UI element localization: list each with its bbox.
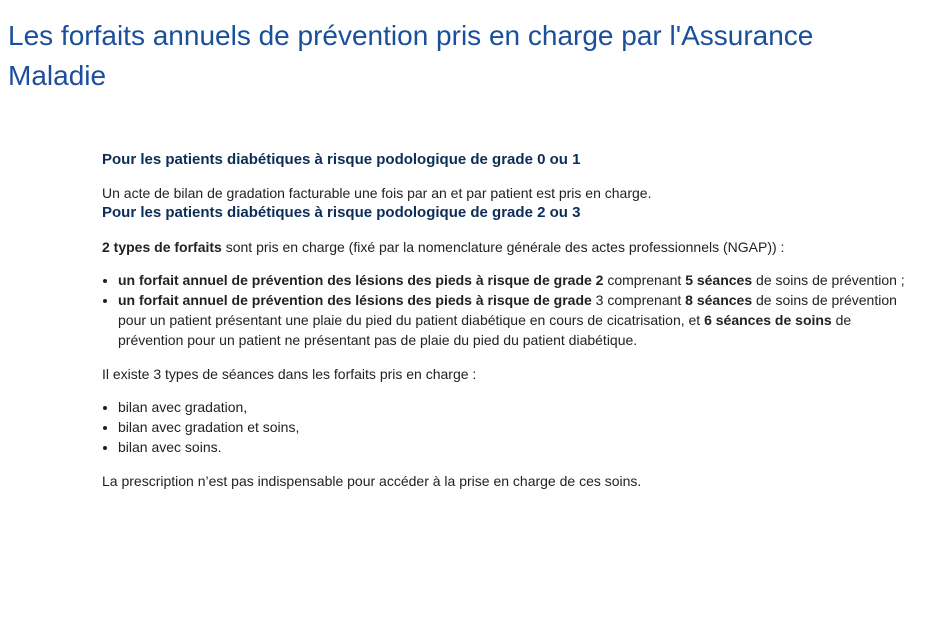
forfait-2-name: un forfait annuel de prévention des lésions des pieds à risque de grade xyxy=(118,292,592,308)
forfait-2-text-end: de prévention pour un patient ne présentant pas de plaie du pied du patient diabétique. xyxy=(118,312,852,348)
list-item: • bilan avec soins. xyxy=(118,437,912,457)
main-content xyxy=(102,150,912,491)
forfait-1-text-end: de soins de prévention ; xyxy=(752,272,905,288)
forfaits-intro xyxy=(102,237,912,257)
forfait-1-name: un forfait annuel de prévention des lésions des pieds à risque de grade 2 xyxy=(118,272,604,288)
forfait-2-text-mid: de soins de prévention pour un patient présentant une plaie du pied du patient diabétique en cours de cicatrisation, et xyxy=(118,292,897,328)
page-title: Les forfaits annuels de prévention pris en charge par l'Assurance Maladie xyxy=(8,20,814,91)
forfaits-intro-bold: 2 types de forfaits xyxy=(102,239,222,255)
list-item: • bilan avec gradation et soins, xyxy=(118,417,912,437)
forfait-2-text: 3 comprenant xyxy=(591,292,686,308)
forfait-1-sessions: 5 séances xyxy=(685,272,753,288)
session-types-list xyxy=(102,397,912,457)
forfait-2-sessions: 8 séances xyxy=(685,292,753,308)
forfait-2-sessions-alt: 6 séances de soins xyxy=(704,312,832,328)
section-title-grade-2-3: Pour les patients diabétiques à risque podologique de grade 2 ou 3 xyxy=(102,204,581,221)
list-item: • bilan avec gradation, xyxy=(118,397,912,417)
forfaits-intro-rest: sont pris en charge (fixé par la nomenclature générale des actes professionnels (NGAP)) : xyxy=(221,239,785,255)
section-title-grade-0-1: Pour les patients diabétiques à risque podologique de grade 0 ou 1 xyxy=(102,151,581,168)
forfaits-list xyxy=(102,270,912,350)
list-item xyxy=(118,290,912,350)
forfait-1-text: comprenant xyxy=(603,272,686,288)
session-types-intro: Il existe 3 types de séances dans les forfaits pris en charge : xyxy=(102,366,477,382)
section-text-grade-0-1: Un acte de bilan de gradation facturable une fois par an et par patient est pris en charge. xyxy=(102,185,652,201)
prescription-note: La prescription n’est pas indispensable pour accéder à la prise en charge de ces soins. xyxy=(102,473,642,489)
list-item xyxy=(118,270,912,290)
